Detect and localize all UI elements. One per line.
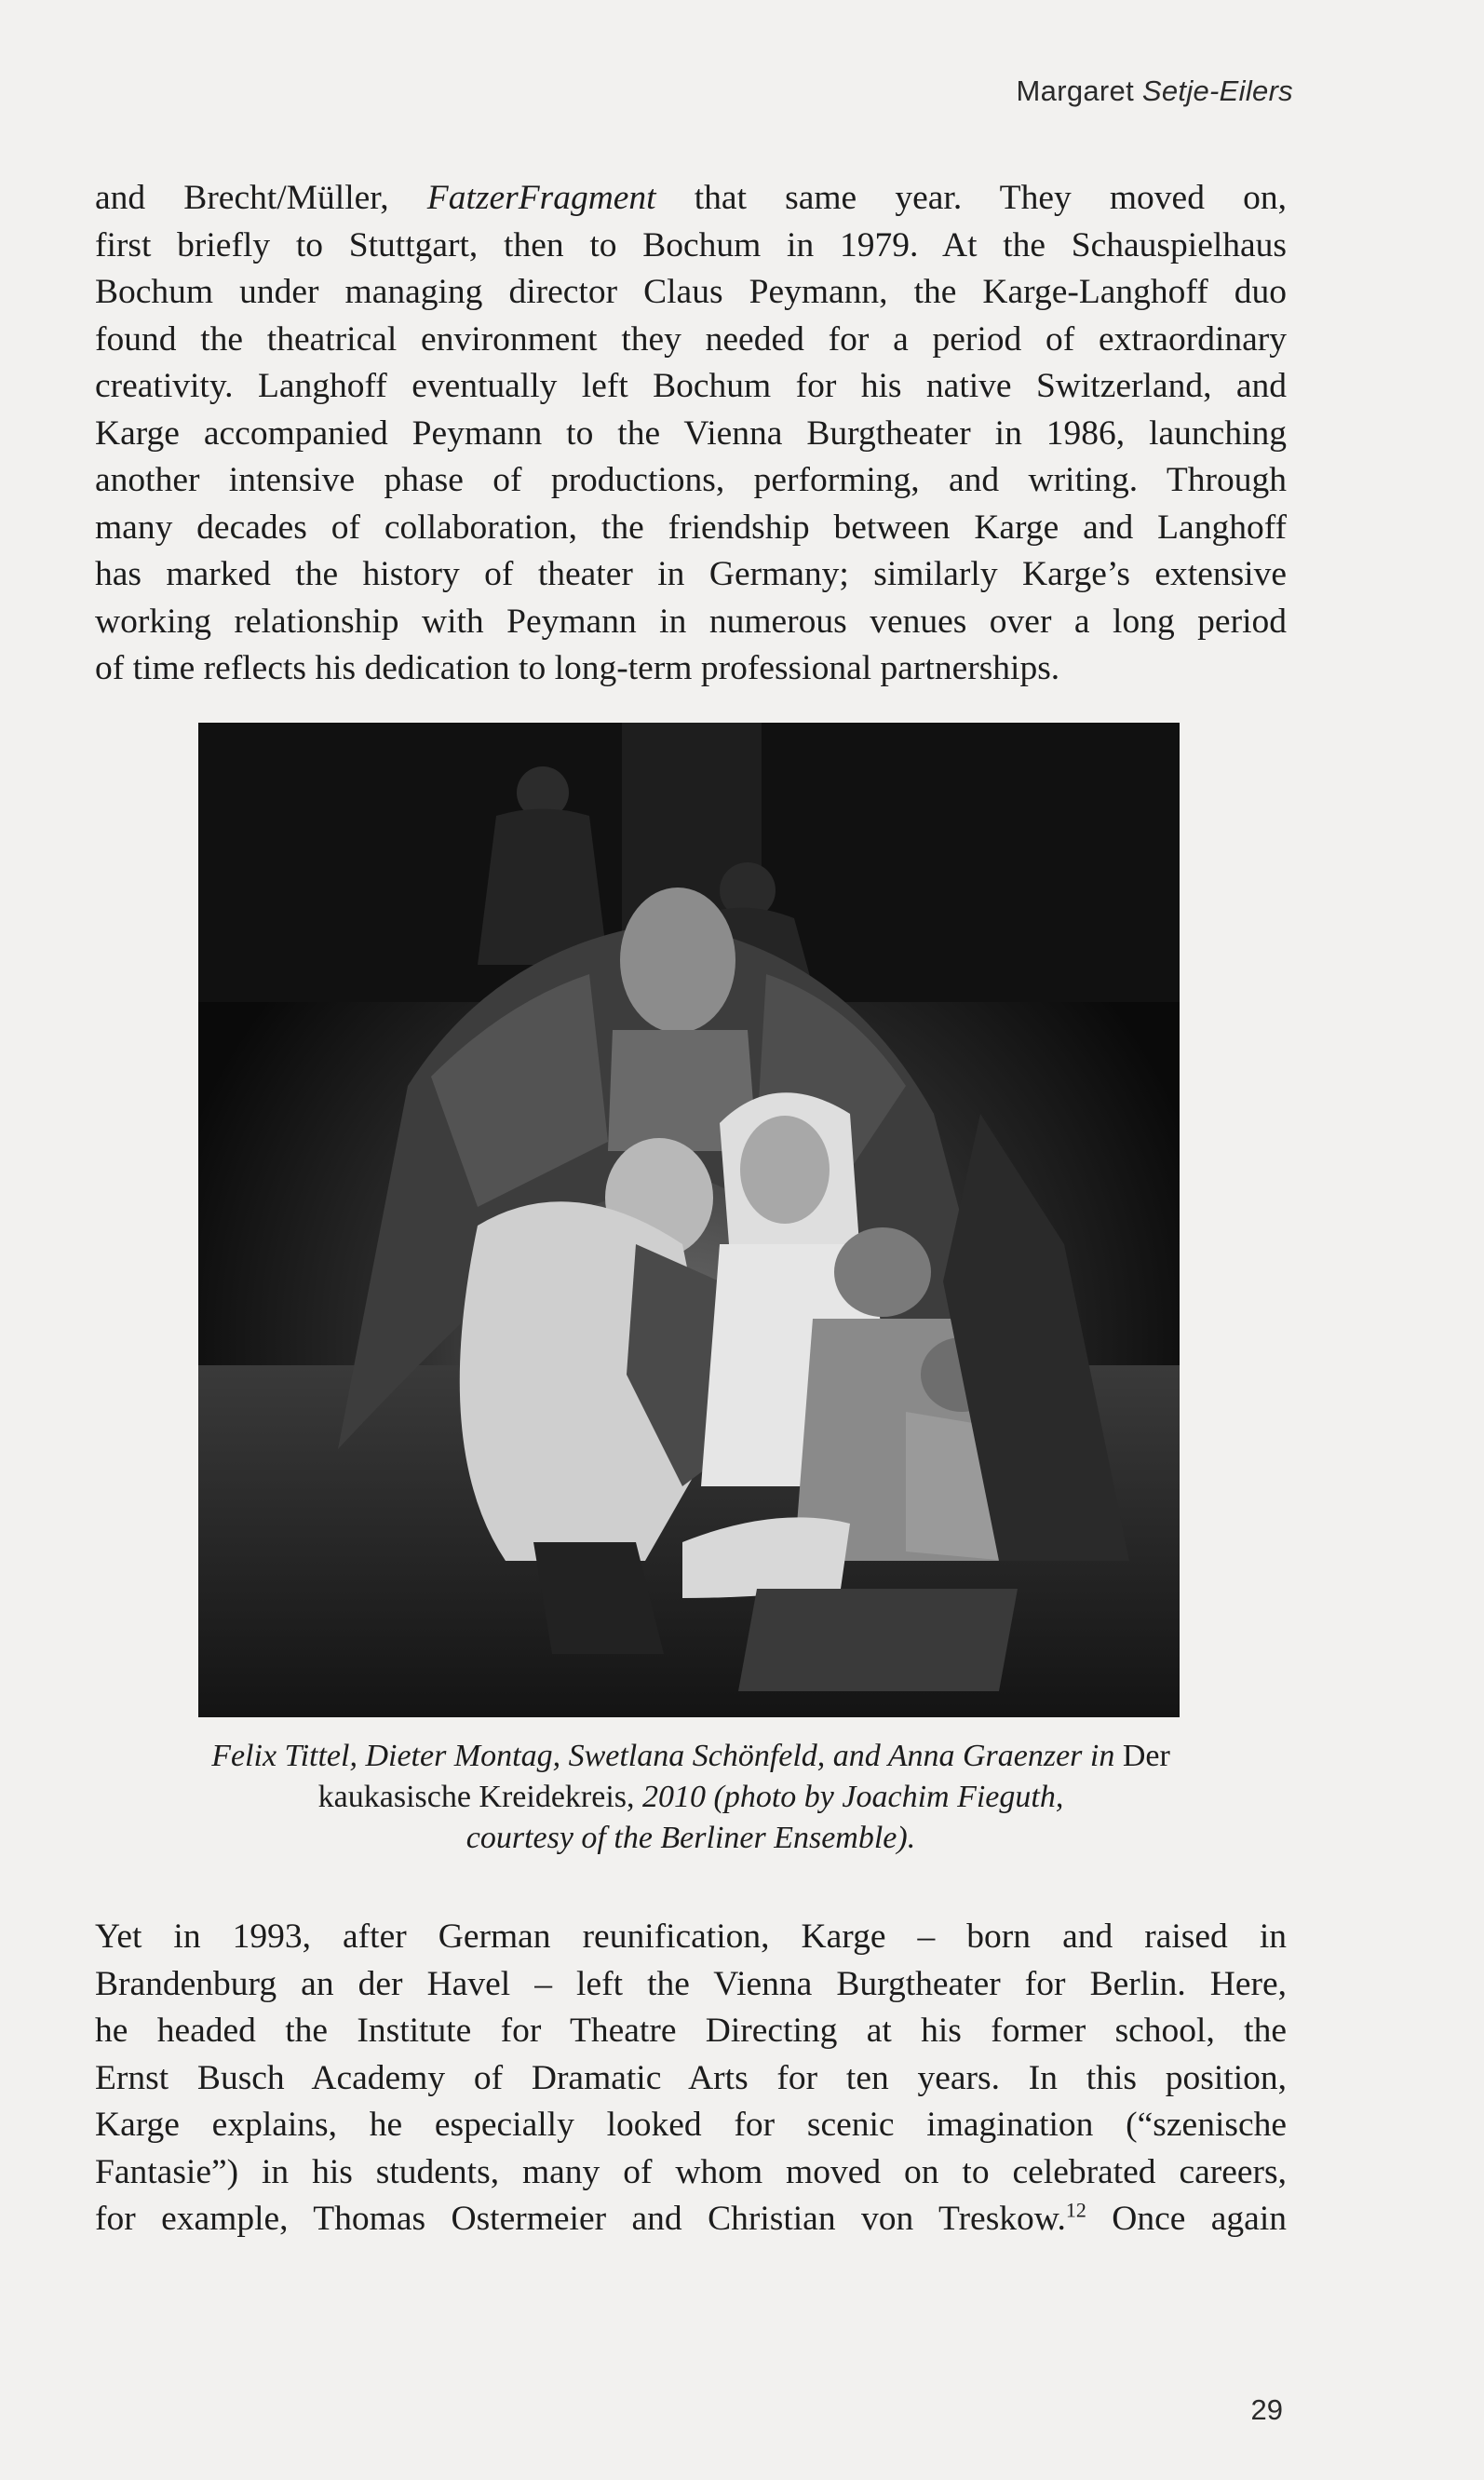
paragraph-1-line: working relationship with Peymann in numerous venues over a long period xyxy=(95,602,1287,641)
running-head-author-first: Margaret xyxy=(1016,75,1142,107)
paragraph-1-line: has marked the history of theater in Germany; similarly Karge’s extensive xyxy=(95,555,1287,593)
caption-line-3: courtesy of the Berliner Ensemble). xyxy=(465,1821,916,1855)
paragraph-1-line: many decades of collaboration, the friendship between Karge and Langhoff xyxy=(95,508,1287,547)
page-number: 29 xyxy=(1250,2393,1283,2426)
running-head-author-last: Setje-Eilers xyxy=(1141,75,1293,107)
paragraph-1-line: Bochum under managing director Claus Peymann, the Karge-Langhoff duo xyxy=(95,273,1287,311)
paragraph-1-line: and Brecht/Müller, FatzerFragment that same year. They moved on, xyxy=(95,179,1287,217)
paragraph-1-line: another intensive phase of productions, performing, and writing. Through xyxy=(95,461,1287,499)
paragraph-2-line: Ernst Busch Academy of Dramatic Arts for ten years. In this position, xyxy=(95,2058,1287,2097)
paragraph-2-line: Karge explains, he especially looked for scenic imagination (“szenische xyxy=(95,2106,1287,2144)
paragraph-2-line: Brandenburg an der Havel – left the Vienna Burgtheater for Berlin. Here, xyxy=(95,1964,1287,2003)
running-head xyxy=(1017,75,1293,108)
paragraph-2-line: for example, Thomas Ostermeier and Christian von Treskow.$^{12}$ Once again xyxy=(95,2198,1287,2238)
paragraph-2 xyxy=(95,1914,1287,2243)
paragraph-1-line: creativity. Langhoff eventually left Bochum for his native Switzerland, and xyxy=(95,367,1287,405)
paragraph-1-line: of time reflects his dedication to long-term professional partnerships. xyxy=(95,649,1060,687)
paragraph-2-line: he headed the Institute for Theatre Directing at his former school, the xyxy=(95,2012,1287,2050)
paragraph-1 xyxy=(95,175,1287,693)
stage-photo xyxy=(198,723,1180,1717)
paragraph-1-line: first briefly to Stuttgart, then to Bochum in 1979. At the Schauspielhaus xyxy=(95,225,1287,264)
caption-line-2: kaukasische Kreidekreis, 2010 (photo by Joachim Fieguth, xyxy=(317,1780,1064,1814)
caption-line-1: Felix Tittel, Dieter Montag, Swetlana Schönfeld, and Anna Graenzer in Der xyxy=(211,1739,1170,1773)
paragraph-2-line: Fantasie”) in his students, many of whom moved on to celebrated careers, xyxy=(95,2152,1287,2191)
paragraph-1-line: found the theatrical environment they needed for a period of extraordinary xyxy=(95,319,1287,359)
paragraph-2-line: Yet in 1993, after German reunification, Karge – born and raised in xyxy=(95,1918,1287,1956)
footnote-ref[interactable]: 12 xyxy=(1065,2198,1086,2222)
figure-caption xyxy=(95,1736,1287,1859)
paragraph-1-line: Karge accompanied Peymann to the Vienna Burgtheater in 1986, launching xyxy=(95,413,1287,453)
stage-photo-illustration xyxy=(198,723,1180,1717)
